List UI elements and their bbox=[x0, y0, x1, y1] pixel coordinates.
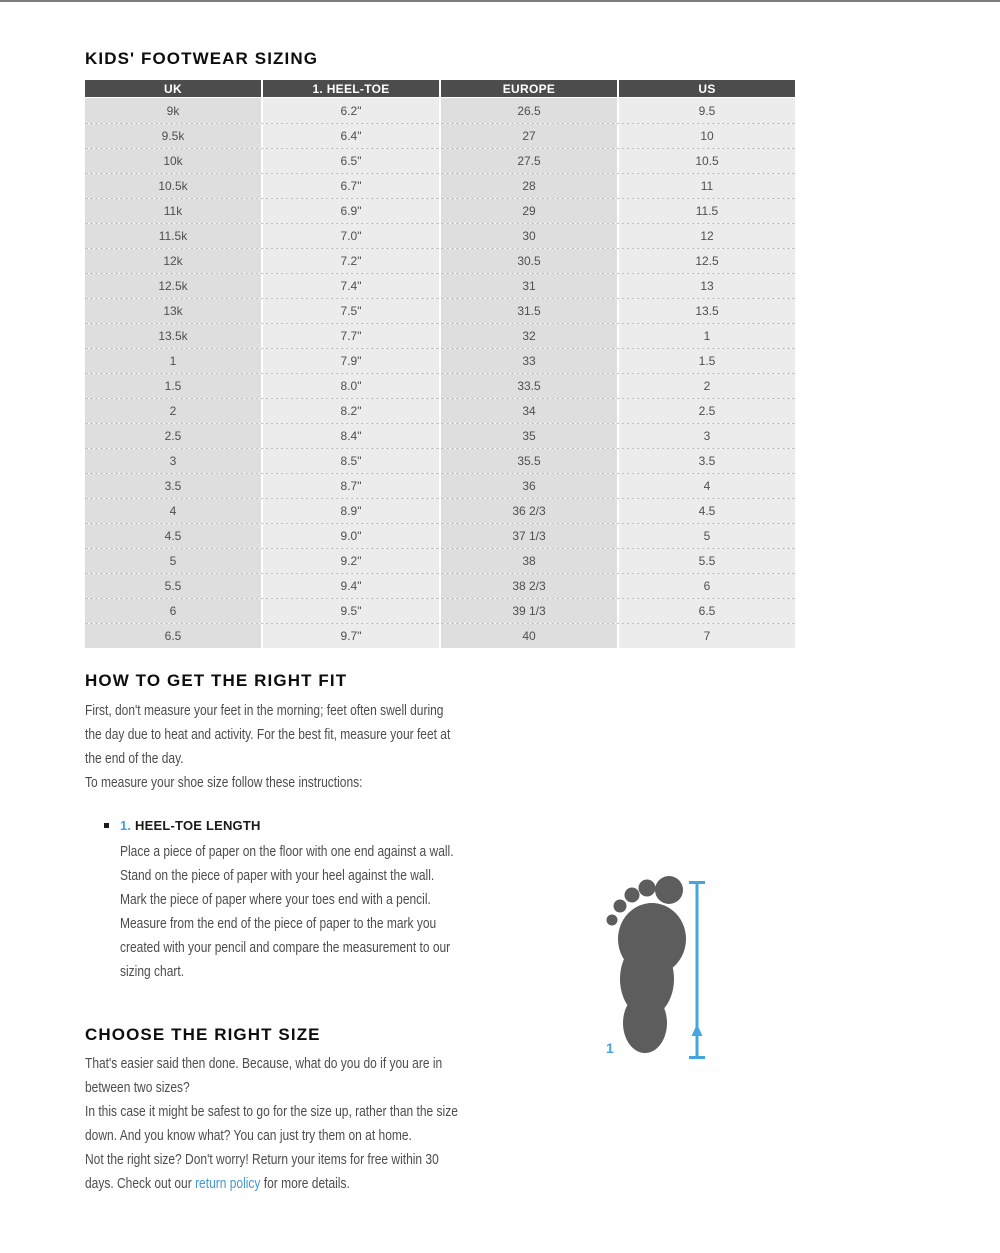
table-cell: 9.0" bbox=[263, 524, 439, 548]
table-row bbox=[85, 148, 795, 173]
table-cell: 4.5 bbox=[85, 524, 261, 548]
table-row bbox=[85, 598, 795, 623]
table-cell: 26.5 bbox=[441, 98, 617, 123]
fit-intro-paragraph: First, don't measure your feet in the morning; feet often swell during the day due to heat and activity. For the best fit, measure your feet at the end of the day. To measure your shoe size follow these instructions: bbox=[85, 702, 451, 791]
table-cell: 3 bbox=[85, 449, 261, 473]
table-row bbox=[85, 398, 795, 423]
table-cell: 7.0" bbox=[263, 224, 439, 248]
return-policy-link[interactable]: return policy bbox=[195, 1175, 261, 1192]
step-title-text: HEEL-TOE LENGTH bbox=[131, 818, 261, 833]
table-row bbox=[85, 423, 795, 448]
table-row bbox=[85, 173, 795, 198]
table-cell: 1 bbox=[85, 349, 261, 373]
table-cell: 38 bbox=[441, 549, 617, 573]
table-cell: 3.5 bbox=[619, 449, 795, 473]
size-table-header bbox=[85, 80, 795, 97]
table-row bbox=[85, 448, 795, 473]
table-cell: 7.9" bbox=[263, 349, 439, 373]
table-cell: 8.7" bbox=[263, 474, 439, 498]
table-cell: 27.5 bbox=[441, 149, 617, 173]
table-row bbox=[85, 473, 795, 498]
table-cell: 4 bbox=[85, 499, 261, 523]
table-cell: 2 bbox=[85, 399, 261, 423]
table-cell: 8.9" bbox=[263, 499, 439, 523]
column-header: UK bbox=[85, 80, 261, 97]
table-cell: 8.0" bbox=[263, 374, 439, 398]
table-cell: 33 bbox=[441, 349, 617, 373]
table-cell: 10 bbox=[619, 124, 795, 148]
square-bullet-icon bbox=[104, 823, 109, 828]
page-title: KIDS' FOOTWEAR SIZING bbox=[85, 49, 319, 68]
size-table-body bbox=[85, 98, 795, 648]
table-row bbox=[85, 248, 795, 273]
table-cell: 2 bbox=[619, 374, 795, 398]
table-cell: 29 bbox=[441, 199, 617, 223]
figure-number-label: 1 bbox=[606, 1040, 614, 1056]
top-divider-bar bbox=[0, 0, 1000, 2]
table-cell: 11.5 bbox=[619, 199, 795, 223]
size-advice-text-before: That's easier said then done. Because, what do you do if you are in between two sizes? In this case it might be safest to go for the size up, rather than the size down. And you know what? You can just try them on at home. Not the right size? Don't worry! Return your items for free within 30 days. Check out our bbox=[85, 1055, 458, 1192]
table-cell: 13 bbox=[619, 274, 795, 298]
table-row bbox=[85, 523, 795, 548]
column-header: 1. HEEL-TOE bbox=[263, 80, 439, 97]
table-cell: 1.5 bbox=[619, 349, 795, 373]
table-row bbox=[85, 498, 795, 523]
table-cell: 9.5" bbox=[263, 599, 439, 623]
table-cell: 9.4" bbox=[263, 574, 439, 598]
table-cell: 13k bbox=[85, 299, 261, 323]
table-cell: 10k bbox=[85, 149, 261, 173]
step-title bbox=[120, 818, 261, 833]
table-row bbox=[85, 373, 795, 398]
table-cell: 6.5" bbox=[263, 149, 439, 173]
table-cell: 6 bbox=[85, 599, 261, 623]
table-row bbox=[85, 223, 795, 248]
table-cell: 5.5 bbox=[619, 549, 795, 573]
table-cell: 34 bbox=[441, 399, 617, 423]
table-row bbox=[85, 98, 795, 123]
table-cell: 33.5 bbox=[441, 374, 617, 398]
table-cell: 31 bbox=[441, 274, 617, 298]
table-cell: 37 1/3 bbox=[441, 524, 617, 548]
table-cell: 9.5 bbox=[619, 98, 795, 123]
table-cell: 8.5" bbox=[263, 449, 439, 473]
table-cell: 32 bbox=[441, 324, 617, 348]
table-cell: 6.2" bbox=[263, 98, 439, 123]
size-section-heading: CHOOSE THE RIGHT SIZE bbox=[85, 1025, 321, 1044]
table-row bbox=[85, 348, 795, 373]
table-cell: 35 bbox=[441, 424, 617, 448]
table-cell: 6.5 bbox=[619, 599, 795, 623]
table-cell: 5 bbox=[619, 524, 795, 548]
table-row bbox=[85, 548, 795, 573]
table-cell: 12.5 bbox=[619, 249, 795, 273]
table-cell: 2.5 bbox=[85, 424, 261, 448]
table-cell: 9.7" bbox=[263, 624, 439, 648]
table-cell: 8.4" bbox=[263, 424, 439, 448]
table-cell: 6.5 bbox=[85, 624, 261, 648]
table-cell: 9.2" bbox=[263, 549, 439, 573]
size-advice-paragraph bbox=[85, 1052, 458, 1196]
table-cell: 11k bbox=[85, 199, 261, 223]
table-cell: 6 bbox=[619, 574, 795, 598]
kids-size-table bbox=[85, 80, 795, 648]
size-advice-text-after: for more details. bbox=[260, 1175, 350, 1192]
table-cell: 7.4" bbox=[263, 274, 439, 298]
table-cell: 30.5 bbox=[441, 249, 617, 273]
table-row bbox=[85, 323, 795, 348]
table-cell: 2.5 bbox=[619, 399, 795, 423]
table-cell: 11 bbox=[619, 174, 795, 198]
table-cell: 7.5" bbox=[263, 299, 439, 323]
table-cell: 10.5 bbox=[619, 149, 795, 173]
table-cell: 12 bbox=[619, 224, 795, 248]
table-cell: 11.5k bbox=[85, 224, 261, 248]
table-cell: 4 bbox=[619, 474, 795, 498]
table-cell: 38 2/3 bbox=[441, 574, 617, 598]
step-heel-toe bbox=[104, 818, 261, 833]
table-cell: 7.2" bbox=[263, 249, 439, 273]
step-number: 1. bbox=[120, 818, 132, 833]
table-cell: 12k bbox=[85, 249, 261, 273]
table-row bbox=[85, 123, 795, 148]
table-cell: 9k bbox=[85, 98, 261, 123]
table-cell: 4.5 bbox=[619, 499, 795, 523]
table-cell: 31.5 bbox=[441, 299, 617, 323]
table-cell: 10.5k bbox=[85, 174, 261, 198]
table-cell: 8.2" bbox=[263, 399, 439, 423]
foot-silhouette-illustration bbox=[600, 873, 700, 1063]
table-cell: 30 bbox=[441, 224, 617, 248]
table-cell: 6.7" bbox=[263, 174, 439, 198]
measurement-arrow-icon bbox=[688, 878, 706, 1062]
table-cell: 36 bbox=[441, 474, 617, 498]
table-cell: 28 bbox=[441, 174, 617, 198]
table-row bbox=[85, 273, 795, 298]
table-row bbox=[85, 198, 795, 223]
table-cell: 7 bbox=[619, 624, 795, 648]
table-cell: 27 bbox=[441, 124, 617, 148]
table-row bbox=[85, 298, 795, 323]
table-cell: 12.5k bbox=[85, 274, 261, 298]
table-row bbox=[85, 573, 795, 598]
fit-section-heading: HOW TO GET THE RIGHT FIT bbox=[85, 671, 348, 690]
column-header: US bbox=[619, 80, 795, 97]
table-cell: 39 1/3 bbox=[441, 599, 617, 623]
table-cell: 40 bbox=[441, 624, 617, 648]
table-cell: 36 2/3 bbox=[441, 499, 617, 523]
table-cell: 35.5 bbox=[441, 449, 617, 473]
table-cell: 13.5k bbox=[85, 324, 261, 348]
table-cell: 5.5 bbox=[85, 574, 261, 598]
table-cell: 13.5 bbox=[619, 299, 795, 323]
table-cell: 1.5 bbox=[85, 374, 261, 398]
table-cell: 3 bbox=[619, 424, 795, 448]
table-cell: 9.5k bbox=[85, 124, 261, 148]
column-header: EUROPE bbox=[441, 80, 617, 97]
table-cell: 6.4" bbox=[263, 124, 439, 148]
table-cell: 1 bbox=[619, 324, 795, 348]
table-cell: 5 bbox=[85, 549, 261, 573]
step-instructions: Place a piece of paper on the floor with one end against a wall. Stand on the piece of paper with your heel against the wall. Mark the piece of paper where your toes end with a pencil. Measure from the end of the piece of paper to the mark you created with your pencil and compare the measurement to our sizing chart. bbox=[120, 843, 454, 980]
table-cell: 6.9" bbox=[263, 199, 439, 223]
table-row bbox=[85, 623, 795, 648]
table-cell: 3.5 bbox=[85, 474, 261, 498]
table-cell: 7.7" bbox=[263, 324, 439, 348]
